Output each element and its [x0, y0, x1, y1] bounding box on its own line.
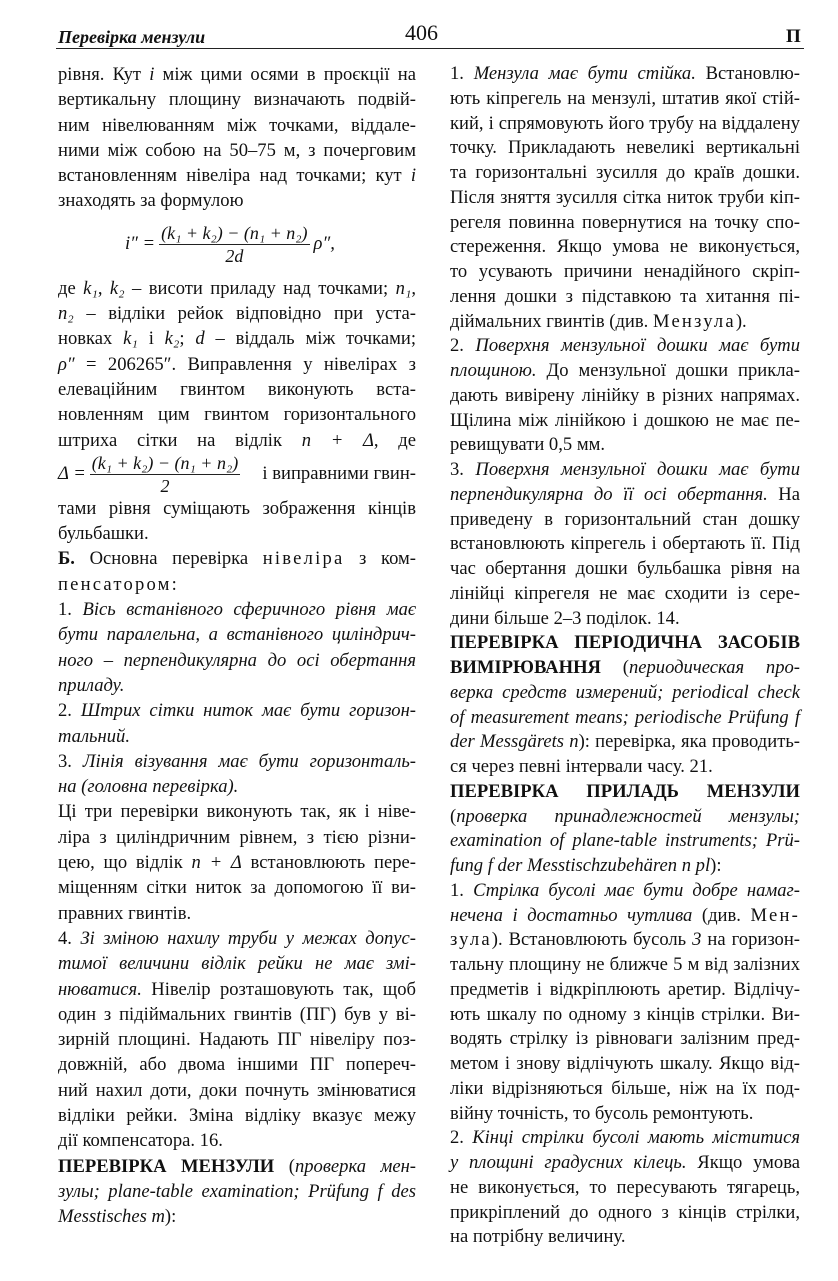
text-run: n₁: [395, 277, 412, 299]
text-line: [450, 62, 800, 87]
text-run: d: [195, 328, 205, 350]
text-run: 1.: [58, 599, 83, 621]
text-run: fung f der Messtischzubehären n pl: [450, 855, 711, 876]
text-line: [58, 1078, 416, 1103]
text-run: n₂: [58, 303, 74, 325]
text-line: [450, 186, 800, 211]
text-run: проверка принадлежностей мензулы;: [456, 805, 800, 827]
text-line: [58, 1052, 416, 1077]
text-run: на потрібну величину.: [450, 1226, 626, 1248]
text-run: – висоти приладу над точками;: [124, 277, 396, 299]
text-run: 2.: [450, 1127, 473, 1149]
text-run: ревищувати 0,5 мм.: [450, 434, 605, 456]
text-run: встановленням нівеліра над точками; кут: [58, 165, 411, 187]
text-run: тальну площину не ближче 5 м від залізних: [450, 954, 800, 975]
text-line: [58, 977, 416, 1002]
text-line: [58, 572, 416, 597]
text-run: Поверхня мензульної дошки має бути: [475, 335, 800, 357]
text-run: 4.: [58, 927, 81, 949]
text-line: [450, 359, 800, 384]
text-run: війну точність, то бусоль ремонтують.: [450, 1102, 754, 1124]
text-line: [58, 749, 416, 774]
text-run: Лінія візування має бути горизонталь-: [82, 750, 416, 772]
text-run: 3.: [450, 459, 476, 480]
text-run: Ці три перевірки виконують так, як і ніве-: [58, 801, 416, 823]
text-run: перпендикулярна до її осі обертання.: [450, 483, 768, 505]
text-line: [450, 780, 800, 805]
text-run: Мензула має бути стійка.: [473, 63, 696, 84]
text-run: на горизон-: [701, 929, 800, 951]
text-run: між цими осями в проєкції на: [154, 64, 416, 85]
text-line: [450, 508, 800, 533]
text-run: встановлюють кіпрегель і обертають її. Під: [450, 533, 800, 555]
text-run: – віддаль між точками;: [204, 328, 416, 350]
text-run: ліки відрізняються більше, ніж на їх под-: [450, 1077, 800, 1099]
text-run: дії компенсатора. 16.: [58, 1130, 223, 1152]
text-line: [58, 428, 416, 453]
text-run: ним нівелюванням між точками, віддале-: [58, 114, 416, 136]
section-letter: П: [786, 26, 801, 47]
text-line: [450, 161, 800, 186]
text-run: i: [149, 64, 155, 85]
text-run: Якщо умова: [686, 1152, 801, 1173]
text-run: нечена і достатньо чутлива: [450, 904, 693, 926]
text-line: [450, 211, 800, 236]
text-line: [58, 1179, 416, 1204]
formula-lhs: Δ =: [58, 463, 86, 485]
text-run: штриха сітки на відлік: [58, 429, 302, 451]
text-line: [450, 112, 800, 137]
text-run: Мензула: [652, 310, 736, 332]
text-run: ). Встановлюють бусоль: [491, 929, 693, 951]
text-line: [58, 1027, 416, 1052]
text-run: Штрих сітки ниток має бути горизон-: [80, 700, 416, 722]
text-run: міщенням сітки ниток за допомогою її ви-: [58, 877, 416, 899]
text-run: 1.: [450, 63, 474, 84]
text-line: [450, 1027, 800, 1052]
text-run: Messtisches m: [58, 1206, 165, 1228]
left-column: [58, 62, 416, 1229]
text-block: [450, 62, 800, 1250]
text-run: регеля повинна повернутися на точку спо-: [450, 211, 800, 233]
text-line: [450, 631, 800, 656]
text-run: встановлюють пере-: [241, 852, 416, 874]
text-line: [58, 326, 416, 351]
text-run: метом і знову відлічують шкалу. Якщо від-: [450, 1053, 800, 1074]
text-line: [58, 799, 416, 824]
text-line: [450, 334, 800, 359]
headword: ВИМІРЮВАННЯ: [450, 657, 601, 678]
text-line: [450, 879, 800, 904]
text-run: лінійці кіпрегеля не має сходити із сере-: [450, 582, 800, 604]
text-line: [450, 1201, 800, 1226]
text-line: [58, 774, 416, 799]
text-run: Встановлю-: [695, 63, 800, 84]
text-run: периодическая про-: [628, 657, 800, 678]
text-run: Кінці стрілки бусолі мають міститися: [472, 1127, 801, 1149]
numerator: (k₁ + k₂) − (n₁ + n₂): [161, 222, 308, 243]
text-line: [58, 724, 416, 749]
text-line: [58, 352, 416, 377]
text-run: елеваційним гвинтом виконують вста-: [58, 378, 416, 400]
text-run: Мен-: [750, 904, 800, 926]
text-line: [450, 928, 800, 953]
text-line: [58, 1128, 416, 1153]
text-run: вертикальну площину визначають подвій-: [58, 89, 416, 111]
text-run: Поверхня мензульної дошки має бути: [475, 459, 800, 480]
text-line: [450, 1176, 800, 1201]
text-run: ного – перпендикулярна до осі обертання: [58, 649, 416, 671]
text-run: Нівелір розташовують так, щоб: [141, 978, 416, 1000]
text-run: точку. Прикладають невеликі вертикальні: [450, 137, 800, 159]
running-head: Перевірка мензули: [58, 27, 206, 47]
text-line: [58, 377, 416, 402]
text-run: = 206265″. Виправлення у нівелірах з: [74, 353, 416, 375]
text-line: [58, 926, 416, 951]
text-block: [58, 62, 416, 214]
text-run: предметів і відкріплюють аретир. Відлічу-: [450, 978, 800, 1000]
text-run: знаходять за формулою: [58, 190, 244, 212]
text-line: [450, 978, 800, 1003]
text-line: [58, 698, 416, 723]
text-run: ,: [97, 277, 110, 299]
text-run: of measurement means; periodische Prüfung f: [450, 706, 800, 728]
text-line: [450, 805, 800, 830]
text-line: [450, 656, 800, 681]
text-run: з ком-: [344, 548, 417, 570]
text-run: 2.: [58, 700, 81, 722]
text-run: ліра з циліндричним рівнем, з тією різни-: [58, 826, 416, 848]
text-run: не виконується, то пересувають тягарець,: [450, 1176, 800, 1198]
text-run: 2.: [450, 335, 476, 357]
text-run: тальний.: [58, 725, 130, 747]
text-run: приладу.: [58, 674, 125, 696]
text-run: у площині градусних кілець.: [450, 1152, 687, 1173]
text-run: дають вивірену лінійку в різних напрямах.: [450, 384, 800, 406]
text-line: [58, 301, 416, 326]
text-line: [58, 521, 416, 546]
text-run: (: [600, 657, 629, 678]
text-run: (: [450, 805, 457, 827]
text-run: верка средств измерений; periodical check: [450, 681, 800, 703]
text-run: проверка мен-: [294, 1155, 416, 1177]
text-run: час обертання дошки бульбашка рівня на: [450, 558, 800, 579]
page-number: 406: [405, 20, 438, 45]
text-run: відліки рейки. Зміна відліку вказує межу: [58, 1104, 416, 1126]
text-line: [450, 730, 800, 755]
text-line: [450, 681, 800, 706]
text-run: Вісь встанівного сферичного рівня має: [82, 599, 417, 621]
text-line: [450, 829, 800, 854]
text-line: [58, 850, 416, 875]
text-line: [58, 276, 416, 301]
text-run: площиною.: [450, 360, 537, 381]
text-block: [58, 276, 416, 453]
text-line: [450, 483, 800, 508]
text-run: 3.: [58, 750, 83, 772]
text-line: [450, 582, 800, 607]
headword: ПЕРЕВІРКА ПРИЛАДЬ МЕНЗУЛИ: [450, 780, 800, 802]
text-run: прикріплений до одного з кінців стрілки,: [450, 1201, 800, 1223]
text-line: [450, 755, 800, 780]
text-run: k₂: [164, 328, 180, 350]
text-line: [58, 825, 416, 850]
text-line: [450, 1126, 800, 1151]
text-line: [58, 138, 416, 163]
text-run: Щілина між лінійкою і дошкою не має пе-: [450, 409, 800, 431]
text-line: [450, 854, 800, 879]
text-run: новленням цим гвинтом горизонтального: [58, 404, 416, 426]
text-line: [450, 532, 800, 557]
text-line: [450, 384, 800, 409]
text-line: [58, 62, 416, 87]
text-run: тимої величини відлік рейки не має змі-: [58, 953, 416, 975]
text-run: 3: [692, 929, 702, 951]
text-run: examination of plane-table instruments; Prü-: [450, 830, 800, 852]
text-run: стереження. Якщо умова не виконується,: [450, 236, 800, 258]
text-run: ють шкалу по одному з кінців стрілки. Ви-: [450, 1003, 800, 1025]
fraction: [159, 222, 309, 267]
text-run: ): перевірка, яка проводить-: [578, 731, 800, 753]
formula-lhs: i″ =: [125, 233, 156, 255]
text-line: [450, 904, 800, 929]
text-run: кий, і спрямовують його трубу на віддалену: [450, 112, 800, 134]
text-run: ють кіпрегель на мензулі, штатив якої стій-: [450, 87, 800, 109]
text-line: [58, 951, 416, 976]
right-column: [450, 62, 800, 1250]
text-line: [58, 901, 416, 926]
denominator: 2: [160, 475, 170, 496]
text-line: [450, 953, 800, 978]
text-run: На: [767, 483, 800, 505]
text-line: [58, 1204, 416, 1229]
text-line: [58, 546, 416, 571]
text-line: [58, 496, 416, 521]
text-run: бути паралельна, а встанівного циліндрич-: [58, 624, 416, 646]
text-run: то усувають причини ненадійного скріп-: [450, 261, 800, 282]
text-line: [58, 87, 416, 112]
text-run: діймальних гвинтів (див.: [450, 310, 653, 332]
text-run: i: [410, 165, 416, 187]
text-line: [58, 188, 416, 213]
text-run: правних гвинтів.: [58, 902, 192, 924]
text-run: 1.: [450, 879, 474, 901]
text-line: [58, 597, 416, 622]
text-run: бульбашки.: [58, 523, 149, 545]
text-run: один з підіймальних гвинтів (ПГ) був у ві-: [58, 1003, 416, 1025]
text-run: (: [274, 1155, 295, 1177]
header-rule: [56, 48, 804, 49]
text-line: [450, 136, 800, 161]
text-line: [450, 285, 800, 310]
denominator: 2d: [225, 245, 244, 266]
text-run: рівня. Кут: [58, 64, 150, 85]
text-run: цею, що відлік: [58, 852, 192, 874]
text-line: [58, 113, 416, 138]
text-run: Зі зміною нахилу труби у межах допус-: [80, 927, 416, 949]
text-line: [58, 648, 416, 673]
headword: ПЕРЕВІРКА МЕНЗУЛИ: [58, 1155, 275, 1177]
text-run: водять стрілку із рівноваги залізним пред-: [450, 1028, 800, 1050]
text-run: Стрілка бусолі має бути добре намаг-: [473, 879, 800, 901]
text-run: – відліки рейок відповідно при уста-: [73, 303, 416, 325]
text-line: [450, 1052, 800, 1077]
text-run: лення дошки з підставкою та хитання пі-: [450, 285, 800, 307]
text-run: Після зняття зусилля сітка ниток труби кіп-: [450, 186, 800, 208]
text-run: ρ″: [58, 353, 75, 375]
text-line: [450, 235, 800, 260]
text-run: на (головна перевірка).: [58, 776, 239, 798]
text-line: [450, 260, 800, 285]
headword: ПЕРЕВІРКА ПЕРІОДИЧНА ЗАСОБІВ: [450, 632, 800, 654]
text-run: n + Δ: [301, 429, 374, 451]
text-line: [450, 1151, 800, 1176]
text-line: [58, 1154, 416, 1179]
text-line: [58, 1002, 416, 1027]
text-line: [450, 1003, 800, 1028]
text-run: ний нахил доти, доки почнуть змінюватися: [58, 1079, 416, 1101]
formula-trailing-text: і виправними гвин-: [262, 463, 416, 485]
text-run: ;: [179, 328, 196, 350]
text-line: [450, 433, 800, 458]
text-run: Основна перевірка: [74, 548, 263, 570]
text-run: тами рівня суміщають зображення кінців: [58, 497, 416, 519]
text-run: приведену в горизонтальний стан дошку: [450, 508, 800, 530]
text-line: [450, 409, 800, 434]
text-run: зулы; plane-table examination; Prüfung f des: [58, 1180, 416, 1202]
text-run: пенсатором:: [58, 573, 179, 595]
text-run: зула: [450, 929, 492, 951]
text-run: зирній площині. Надають ПГ нівеліру поз-: [58, 1029, 416, 1051]
text-line: [450, 310, 800, 335]
text-run: ).: [735, 310, 747, 332]
text-line: [450, 1077, 800, 1102]
fraction: [90, 452, 240, 497]
text-run: ними між собою на 50–75 м, з почерговим: [58, 139, 416, 161]
text-line: [58, 875, 416, 900]
text-run: n + Δ: [191, 852, 242, 874]
text-run: До мензульної дошки прикла-: [536, 360, 800, 381]
text-run: та горизонтальні зусилля до країв дошки.: [450, 162, 800, 183]
text-line: [450, 458, 800, 483]
formula-i-angle: [58, 214, 416, 276]
text-run: ,: [411, 277, 416, 299]
text-run: де: [58, 277, 84, 299]
text-run: ):: [164, 1206, 177, 1228]
text-line: [450, 1225, 800, 1250]
text-line: [58, 1103, 416, 1128]
text-run: (див.: [692, 904, 751, 926]
text-run: довжній, або двома іншими ПГ попереч-: [58, 1054, 416, 1076]
text-run: і: [137, 328, 165, 350]
text-line: [450, 607, 800, 632]
text-run: дини більше 2–3 поділок. 14.: [450, 607, 680, 629]
text-line: [58, 622, 416, 647]
text-line: [450, 1102, 800, 1127]
text-line: [58, 163, 416, 188]
headword: Б.: [58, 548, 75, 570]
text-line: [450, 706, 800, 731]
text-run: k₂: [109, 277, 125, 299]
text-line: [58, 402, 416, 427]
text-line: [450, 87, 800, 112]
text-run: нюватися.: [58, 978, 142, 1000]
formula-delta-line: [58, 453, 416, 496]
text-run: k₁: [123, 328, 138, 350]
numerator: (k₁ + k₂) − (n₁ + n₂): [91, 452, 239, 473]
text-block: [58, 496, 416, 1230]
text-run: новках: [58, 328, 124, 350]
text-run: k₁: [83, 277, 98, 299]
text-run: der Messgärets n: [450, 731, 579, 753]
text-run: , де: [373, 429, 417, 451]
text-line: [450, 557, 800, 582]
text-run: нівеліра: [262, 548, 345, 570]
text-line: [58, 673, 416, 698]
text-run: ):: [710, 855, 722, 876]
text-run: ся через певні інтервали часу. 21.: [450, 756, 713, 777]
formula-rhs: ρ″,: [313, 233, 335, 255]
